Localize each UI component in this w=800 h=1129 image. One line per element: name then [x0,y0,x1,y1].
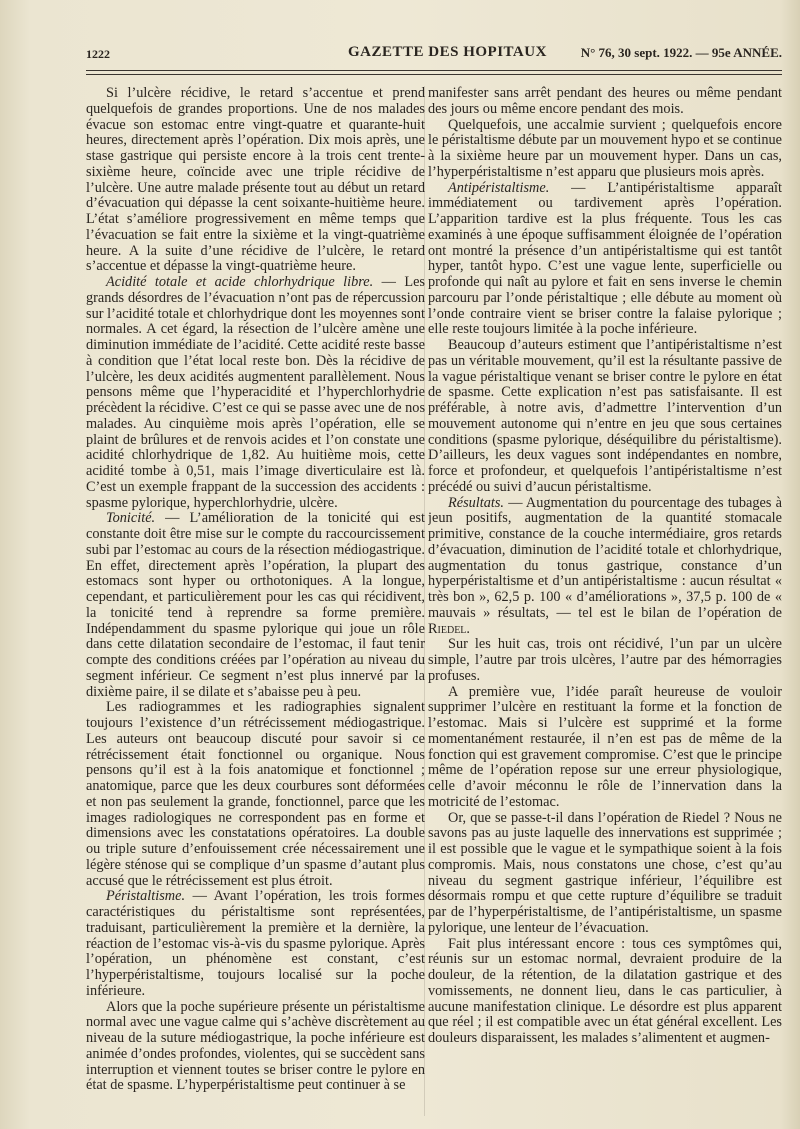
paragraph-text: Beaucoup d’auteurs estiment que l’antipéristaltisme n’est pas un véritable mouvement, qu’il est la résultante passive de la vague péristaltique venant se briser contre le pylore en état de spasme. Cette explication n’est pas satisfaisante. Il est préférable, à notre avis, d’admettre l’intervention d’un mouvement autonome qui n’entre en jeu que sous certaines conditions (spasme pylorique, déséquilibre du péristaltisme). D’ailleurs, les deux vagues sont indépendantes en nombre, force et profondeur, et quelquefois l’antipéristaltisme n’est précédé ou suivi d’aucun péristaltisme. [428,337,782,495]
header-rule [86,70,782,75]
issue-info: N° 76, 30 sept. 1922. — 95e ANNÉE. [580,45,782,60]
paragraph [428,118,782,181]
paragraph [86,889,425,999]
paragraph [428,181,782,339]
paragraph-text: manifester sans arrêt pendant des heures ou même pendant des jours ou même encore pendant des mois. [428,86,782,117]
paragraph [428,496,782,638]
section-heading: Tonicité. [106,510,156,527]
page-number: 1222 [86,47,110,61]
page-header [86,44,782,66]
paragraph-text: Alors que la poche supérieure présente un péristaltisme normal avec une vague calme qui s’achève discrètement au niveau de la suture médiogastrique, la poche inférieure est animée d’ondes profondes, violentes, qui se succèdent sans interruption et viennent toutes se briser contre le pylore en état de spasme. L’hyperpéristaltisme peut continuer à se [86,998,425,1094]
right-column [428,86,782,1121]
paragraph [428,685,782,811]
section-heading: Péristaltisme. [106,888,186,905]
author-name: Riedel. [428,620,470,637]
paragraph [428,937,782,1047]
paragraph-text: — Augmentation du pourcentage des tubages à jeun positifs, augmentation de la quantité stomacale primitive, constance de la couche intermédiaire, gros retards d’évacuation, diminution de l’acidité totale et chlorhydrique, augmentation du tonus gastrique, constance d’un hyperpéristaltisme et d’un antipéristaltisme : aucun résultat « très bon », 62,5 p. 100 « d’améliorations », 37,5 p. 100 de « mauvais » résultats, — tel est le bilan de l’opération de [428,494,782,621]
column-divider [424,86,425,1116]
paragraph-text: Les radiogrammes et les radiographies signalent toujours l’existence d’un rétrécissement médiogastrique. Les auteurs ont beaucoup discuté pour savoir si ce rétrécissement était fonctionnel ou organique. Nous pensons qu’il est à la fois anatomique et fonctionnel ; anatomique, parce que les deux courbures sont déformées et non pas seulement la grande, fonctionnel, parce que les images radiologiques ne correspondent pas en forme et dimensions avec les constatations opératoires. La double ou triple suture d’enfouissement crée nécessairement une légère sténose qui se complique d’un spasme d’autant plus accusé que le rétrécissement est plus étroit. [86,699,425,889]
paragraph [428,86,782,118]
paragraph-text: Sur les huit cas, trois ont récidivé, l’un par un ulcère simple, l’autre par trois ulcères, l’autre par des hémorragies profuses. [428,636,782,684]
paragraph [86,275,425,511]
paragraph-text: — L’antipéristaltisme apparaît immédiatement ou tardivement après l’opération. L’apparition tardive est la plus fréquente. Tous les cas examinés à une époque suffisamment éloignée de l’opération ont montré la présence d’un antipéristaltisme qui est tantôt hyper, tantôt hypo. C’est une vague lente, superficielle ou profonde qui naît au pylore et fait en sens inverse le chemin parcouru par l’onde péristaltique ; elle débute au moment où l’onde contraire vient se briser contre la falaise pylorique ; elle reste toujours limitée à la poche inférieure. [428,179,782,338]
paragraph [428,338,782,496]
paragraph-text: Si l’ulcère récidive, le retard s’accentue et prend quelquefois de grandes proportions. Une de nos malades évacue son estomac entre vingt-quatre et quarante-huit heures, directement après l’opération. Dix mois après, une stase gastrique qui persiste encore à la trois cent trente-sixième heure, coïncide avec une triple récidive de l’ulcère. Une autre malade présente tout au début un retard d’évacuation qui dépasse la cent soixante-huitième heure. L’état s’améliore progressivement en même temps que l’évacuation se fait entre la sixième et la vingt-quatrième heure. A la suite d’une récidive de l’ulcère, le retard s’accentue et dépasse la vingt-quatrième heure. [86,86,425,275]
paragraph-text: Or, que se passe-t-il dans l’opération de Riedel ? Nous ne savons pas au juste laquelle des innervations est supprimée ; il est possible que le vague et le sympathique soient à la fois compromis. Mais, nous constatons une chose, c’est qu’au niveau du segment gastrique inférieur, l’équilibre est désormais rompu et que cette rupture d’équilibre se traduit par de l’hyperpéristaltisme, de l’antipéristaltisme, un spasme pylorique, une lenteur de l’évacuation. [428,809,782,936]
left-column [86,86,425,1121]
paragraph-text: Fait plus intéressant encore : tous ces symptômes qui, réunis sur un estomac normal, devraient produire de la douleur, de la rétention, de la dilatation gastrique et des vomissements, ne donnent lieu, dans le cas particulier, à aucune manifestation clinique. Le désordre est plus apparent que réel ; il est compatible avec un état général excellent. Les douleurs disparaissent, les malades s’alimentent et augmen- [428,935,782,1046]
paragraph [86,511,425,700]
paragraph [428,637,782,684]
paragraph [86,700,425,889]
paragraph-text: Quelquefois, une accalmie survient ; quelquefois encore le péristaltisme débute par un mouvement hypo et se continue à la sixième heure par un mouvement hyper. Dans un cas, l’hyperpéristaltisme n’est apparu que plusieurs mois après. [428,116,782,180]
section-heading: Antipéristaltisme. [448,179,550,196]
paragraph [86,86,425,275]
section-heading: Résultats. [448,494,504,511]
paragraph [86,1000,425,1095]
paragraph-text: — Avant l’opération, les trois formes caractéristiques du péristaltisme sont représentées, traduisant, particulièrement la première et la dernière, la réaction de l’estomac vis-à-vis du spasme pylorique. Après l’opération, un phénomène est constant, c’est l’hyperpéristaltisme, toujours localisé sur la poche inférieure. [86,888,425,999]
paragraph [428,811,782,937]
paragraph-text: — Les grands désordres de l’évacuation n’ont pas de répercussion sur l’acidité totale et chlorhydrique dont les moyennes sont normales. A cet égard, la résection de l’ulcère amène une diminution immédiate de l’acidité. Cette acidité reste basse à condition que l’état local reste bon. Dès la récidive de l’ulcère, les deux acidités augmentent parallèlement. Nous pensons même que l’hyperacidité et l’hyperchlorhydrie précèdent la récidive. C’est ce qui se passe avec une de nos malades. Au cinquième mois après l’opération, elle se plaint de brûlures et de renvois acides et l’on constate une acidité chlorhydrique de 1,82. Au huitième mois, cette acidité tombe à 0,51, mais l’image diverticulaire est là. C’est un exemple frappant de la succession des accidents : spasme pylorique, hyperchlorhydrie, ulcère. [86,274,425,511]
paragraph-text: A première vue, l’idée paraît heureuse de vouloir supprimer l’ulcère en restituant la forme et la fonction de l’estomac. Mais si l’ulcère est supprimé et la forme momentanément restaurée, il n’en est pas de même de la fonction qui est gravement compromise. C’est que le principe même de l’opération repose sur une erreur physiologique, celle d’avoir méconnu le rôle de l’innervation dans la motricité de l’estomac. [428,683,782,810]
section-heading: Acidité totale et acide chlorhydrique libre. [106,274,374,290]
journal-title: GAZETTE DES HOPITAUX [348,44,547,60]
paragraph-text: — L’amélioration de la tonicité qui est constante doit être mise sur le compte du raccourcissement subi par l’estomac au cours de la résection médiogastrique. En effet, directement après l’opération, la plupart des estomacs sont hyper ou orthotoniques. A la longue, cependant, et particulièrement pour les cas qui récidivent, la tonicité tend à reprendre sa forme première. Indépendamment du spasme pylorique qui joue un rôle dans cette dilatation secondaire de l’estomac, il faut tenir compte des conditions créées par l’opération au niveau du segment inférieur. Ce segment n’est plus innervé par la dixième paire, il se dilate et s’abaisse peu à peu. [86,510,425,700]
